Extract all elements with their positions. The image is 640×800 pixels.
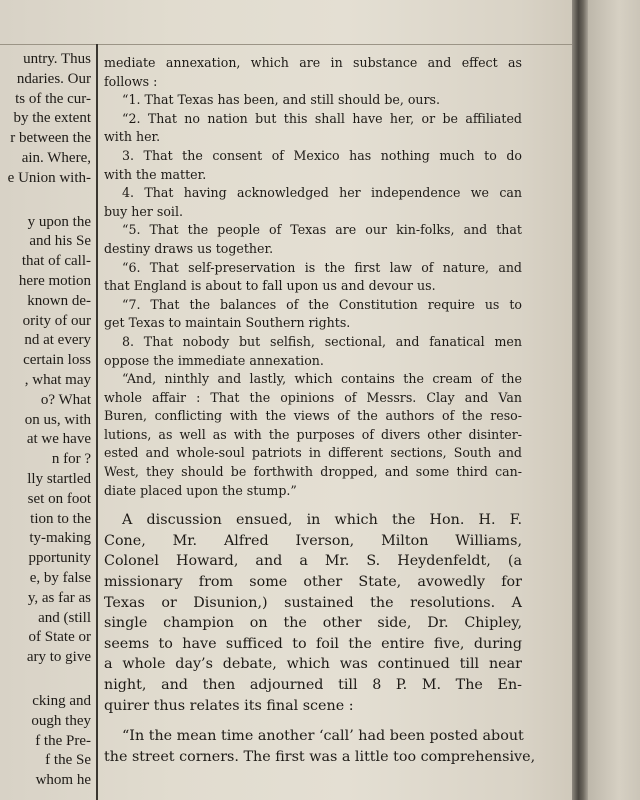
quote-line: West, they should be forthwith dropped, and some third can- — [104, 464, 522, 480]
left-column-line: ary to give — [26, 649, 91, 666]
quote-line: “7. That the balances of the Constitution require us to — [122, 296, 522, 312]
quote-line: Buren, conflicting with the views of the authors of the reso- — [104, 408, 522, 424]
quote-line: “And, ninthly and lastly, which contains the cream of the — [122, 371, 522, 387]
left-column-line: ority of our — [22, 312, 91, 329]
left-column-line: and (still — [38, 609, 91, 626]
left-column-line: whom he — [35, 772, 91, 789]
left-column-line: cking and — [32, 692, 91, 709]
left-column-line: on us, with — [24, 411, 91, 428]
paragraph-line: Cone, Mr. Alfred Iverson, Milton Williams, — [104, 532, 522, 549]
left-column-fragment — [0, 50, 93, 791]
left-column-line: of State or — [28, 629, 91, 646]
quote-line: 4. That having acknowledged her independence we can — [122, 185, 522, 201]
column-rule — [96, 44, 98, 800]
left-column-line: e Union with- — [7, 169, 91, 186]
paragraph-line: Texas or Disunion,) sustained the resolutions. A — [104, 594, 522, 611]
paragraph-line: night, and then adjourned till 8 P. M. The En- — [104, 677, 522, 693]
quote-line: “1. That Texas has been, and still should be, ours. — [122, 92, 441, 108]
quote-line: mediate annexation, which are in substance and effect as — [104, 55, 522, 70]
quote-line: buy her soil. — [104, 203, 183, 219]
left-column-line: ain. Where, — [21, 149, 91, 166]
left-column-line: by the extent — [13, 110, 91, 127]
paragraph-line: quirer thus relates its final scene : — [104, 697, 354, 714]
left-column-line: o? What — [40, 391, 91, 408]
left-column-line: pportunity — [28, 550, 91, 567]
adjacent-page-edge — [588, 0, 640, 800]
paragraph-line: the street corners. The first was a little too comprehensive, — [104, 748, 536, 765]
discussion-paragraph — [104, 510, 522, 716]
quote-line: oppose the immediate annexation. — [104, 352, 324, 368]
left-column-line: ndaries. Our — [16, 70, 91, 87]
left-column-line: , what may — [24, 371, 91, 388]
quote-line: 8. That nobody but selfish, sectional, and fanatical men — [122, 333, 522, 349]
enquirer-quote — [104, 726, 536, 767]
paragraph-line: Colonel Howard, and a Mr. S. Heydenfeldt, (a — [104, 553, 522, 570]
quote-line: with the matter. — [104, 166, 207, 182]
page-binding — [572, 0, 588, 800]
left-column-line: lly startled — [27, 470, 91, 487]
left-column-line: ty-making — [29, 530, 91, 547]
left-column-line: e, by false — [29, 569, 91, 586]
paragraph-line: missionary from some other State, avowedly for — [104, 574, 522, 591]
quote-line: with her. — [104, 129, 161, 145]
paragraph-line: a whole day’s debate, which was continued till near — [104, 656, 522, 673]
quote-line: lutions, as well as with the purposes of divers other disinter- — [104, 426, 522, 442]
left-column-line: at we have — [26, 431, 91, 448]
quote-line: that England is about to fall upon us and devour us. — [104, 278, 436, 294]
quote-line: “2. That no nation but this shall have her, or be affiliated — [122, 110, 522, 126]
left-column-line: known de- — [27, 292, 91, 309]
quote-line: diate placed upon the stump.” — [104, 482, 297, 498]
left-column-line: ough they — [31, 712, 91, 729]
paragraph-line: seems to have sufficed to foil the entire five, during — [104, 635, 522, 652]
left-column-line: r between the — [10, 130, 91, 147]
left-column-line: y, as far as — [27, 589, 91, 606]
quote-line: 3. That the consent of Mexico has nothing much to do — [122, 147, 522, 163]
quote-line: “5. That the people of Texas are our kin-folks, and that — [122, 222, 522, 238]
quote-line: get Texas to maintain Southern rights. — [104, 315, 351, 331]
left-column-line: certain loss — [23, 352, 91, 369]
left-column-line: n for ? — [51, 451, 91, 468]
left-column-line: f the Pre- — [35, 732, 91, 749]
left-column-line: and his Se — [29, 233, 91, 250]
quote-line: “6. That self-preservation is the first law of nature, and — [122, 259, 522, 275]
quote-line: whole affair : That the opinions of Messrs. Clay and Van — [104, 389, 522, 405]
main-column — [104, 54, 536, 767]
top-rule — [0, 44, 578, 45]
paragraph-line: single champion on the other side, Dr. Chipley, — [104, 615, 522, 632]
quote-line: follows : — [104, 73, 158, 89]
left-column-line: f the Se — [45, 752, 91, 769]
left-column-line: that of call- — [21, 253, 91, 270]
quote-line: ested and whole-soul patriots in different sections, South and — [104, 445, 522, 461]
left-column-line: y upon the — [27, 213, 91, 230]
paragraph-line: “In the mean time another ‘call’ had been posted about — [122, 728, 524, 745]
left-column-line: ts of the cur- — [15, 90, 91, 107]
resolutions-quote — [104, 54, 522, 500]
left-column-line: here motion — [18, 272, 91, 289]
quote-line: destiny draws us together. — [104, 240, 274, 256]
paragraph-line: A discussion ensued, in which the Hon. H. F. — [122, 512, 522, 529]
left-column-line: set on foot — [27, 490, 91, 507]
left-column-line: tion to the — [30, 510, 91, 527]
left-column-line: untry. Thus — [23, 51, 91, 67]
left-column-line: nd at every — [24, 332, 91, 349]
